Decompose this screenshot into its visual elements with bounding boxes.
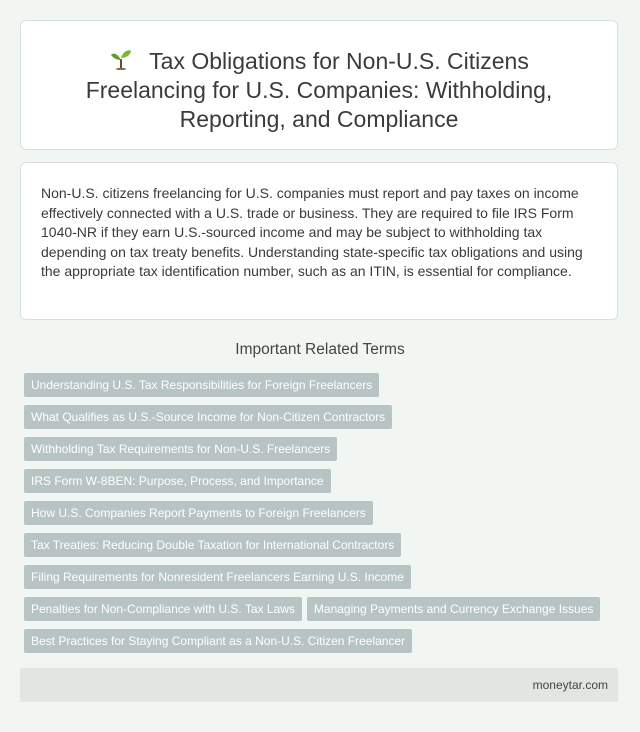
- related-terms-heading: Important Related Terms: [235, 341, 405, 358]
- related-term-tag[interactable]: Managing Payments and Currency Exchange Issues: [307, 597, 601, 621]
- title-text-1: Tax Obligations for Non-U.S. Citizens: [149, 48, 529, 74]
- title-line-2: Freelancing for U.S. Companies: Withholding,: [85, 77, 553, 103]
- related-term-tag[interactable]: How U.S. Companies Report Payments to Foreign Freelancers: [24, 501, 373, 525]
- footer: [20, 668, 618, 702]
- title-line-3: Reporting, and Compliance: [179, 106, 459, 132]
- related-term-tag[interactable]: Best Practices for Staying Compliant as a Non-U.S. Citizen Freelancer: [24, 629, 412, 653]
- related-term-tag[interactable]: IRS Form W-8BEN: Purpose, Process, and Importance: [24, 469, 331, 493]
- related-terms-list: [24, 373, 622, 661]
- related-term-tag[interactable]: Understanding U.S. Tax Responsibilities for Foreign Freelancers: [24, 373, 379, 397]
- related-term-tag[interactable]: Tax Treaties: Reducing Double Taxation for International Contractors: [24, 533, 401, 557]
- related-term-tag[interactable]: Penalties for Non-Compliance with U.S. Tax Laws: [24, 597, 302, 621]
- intro-card: [20, 162, 618, 320]
- title-card: [20, 20, 618, 150]
- intro-paragraph: Non-U.S. citizens freelancing for U.S. companies must report and pay taxes on income effectively connected with a U.S. trade or business. They are required to file IRS Form 1040-NR if they earn U.S.-sourced income and may be subject to withholding tax depending on tax treaty benefits. Understanding state-specific tax obligations and using the appropriate tax identification number, such as an ITIN, is essential for compliance.: [41, 185, 583, 279]
- related-term-tag[interactable]: Withholding Tax Requirements for Non-U.S. Freelancers: [24, 437, 337, 461]
- footer-site-link[interactable]: moneytar.com: [532, 678, 608, 692]
- related-term-tag[interactable]: Filing Requirements for Nonresident Freelancers Earning U.S. Income: [24, 565, 411, 589]
- page-title: [21, 47, 617, 134]
- related-term-tag[interactable]: What Qualifies as U.S.-Source Income for Non-Citizen Contractors: [24, 405, 392, 429]
- title-line-1: [21, 47, 617, 76]
- sprout-icon: [109, 48, 133, 70]
